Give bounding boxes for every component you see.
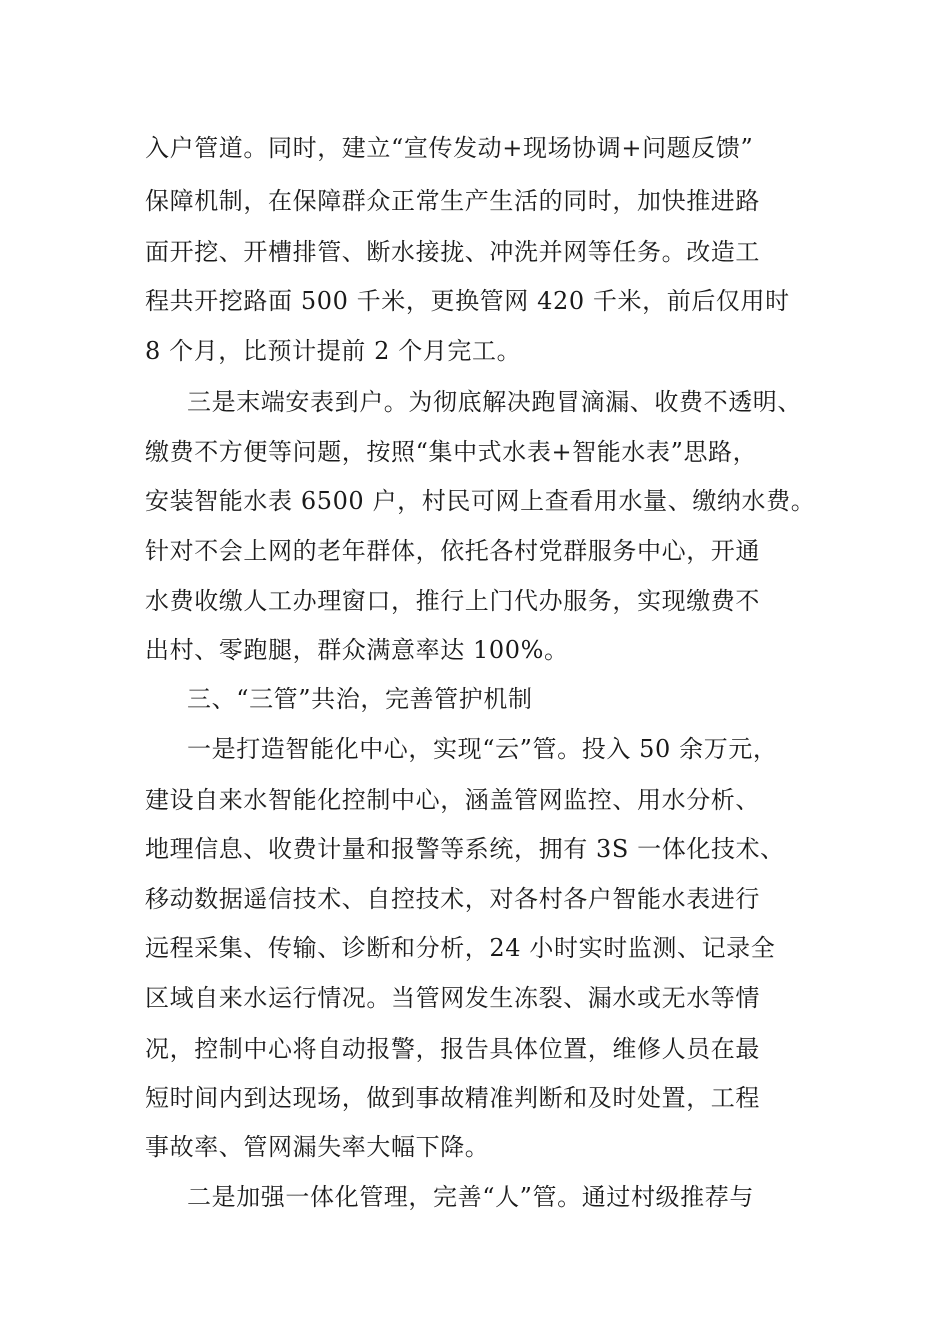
text-line: 保障机制，在保障群众正常生产生活的同时，加快推进路 — [145, 187, 760, 215]
text-line: 程共开挖路面 500 千米，更换管网 420 千米，前后仅用时 — [145, 287, 790, 315]
text-line: 面开挖、开槽排管、断水接拢、冲洗并网等任务。改造工 — [145, 238, 760, 266]
text-line: 缴费不方便等问题，按照“集中式水表+智能水表”思路， — [145, 438, 758, 466]
text-line: 事故率、管网漏失率大幅下降。 — [145, 1133, 490, 1161]
text-line: 针对不会上网的老年群体，依托各村党群服务中心，开通 — [145, 537, 760, 565]
text-line: 区域自来水运行情况。当管网发生冻裂、漏水或无水等情 — [145, 984, 760, 1012]
text-line: 出村、零跑腿，群众满意率达 100%。 — [145, 636, 569, 664]
text-line: 地理信息、收费计量和报警等系统，拥有 3S 一体化技术、 — [145, 835, 785, 863]
text-line: 8 个月，比预计提前 2 个月完工。 — [145, 337, 522, 365]
text-line: 移动数据遥信技术、自控技术，对各村各户智能水表进行 — [145, 885, 760, 913]
section-heading: 三、“三管”共治，完善管护机制 — [187, 685, 533, 713]
text-line: 水费收缴人工办理窗口，推行上门代办服务，实现缴费不 — [145, 587, 760, 615]
text-line: 短时间内到达现场，做到事故精准判断和及时处置，工程 — [145, 1084, 760, 1112]
paragraph-start-line: 一是打造智能化中心，实现“云”管。投入 50 余万元， — [187, 735, 778, 763]
paragraph-start-line: 三是末端安表到户。为彻底解决跑冒滴漏、收费不透明、 — [187, 388, 802, 416]
text-line: 入户管道。同时，建立“宣传发动+现场协调+问题反馈” — [145, 134, 754, 162]
paragraph-start-line: 二是加强一体化管理，完善“人”管。通过村级推荐与 — [187, 1183, 754, 1211]
text-line: 况，控制中心将自动报警，报告具体位置，维修人员在最 — [145, 1035, 760, 1063]
text-line: 远程采集、传输、诊断和分析，24 小时实时监测、记录全 — [145, 934, 776, 962]
text-line: 安装智能水表 6500 户，村民可网上查看用水量、缴纳水费。 — [145, 487, 816, 515]
text-line: 建设自来水智能化控制中心，涵盖管网监控、用水分析、 — [145, 786, 760, 814]
